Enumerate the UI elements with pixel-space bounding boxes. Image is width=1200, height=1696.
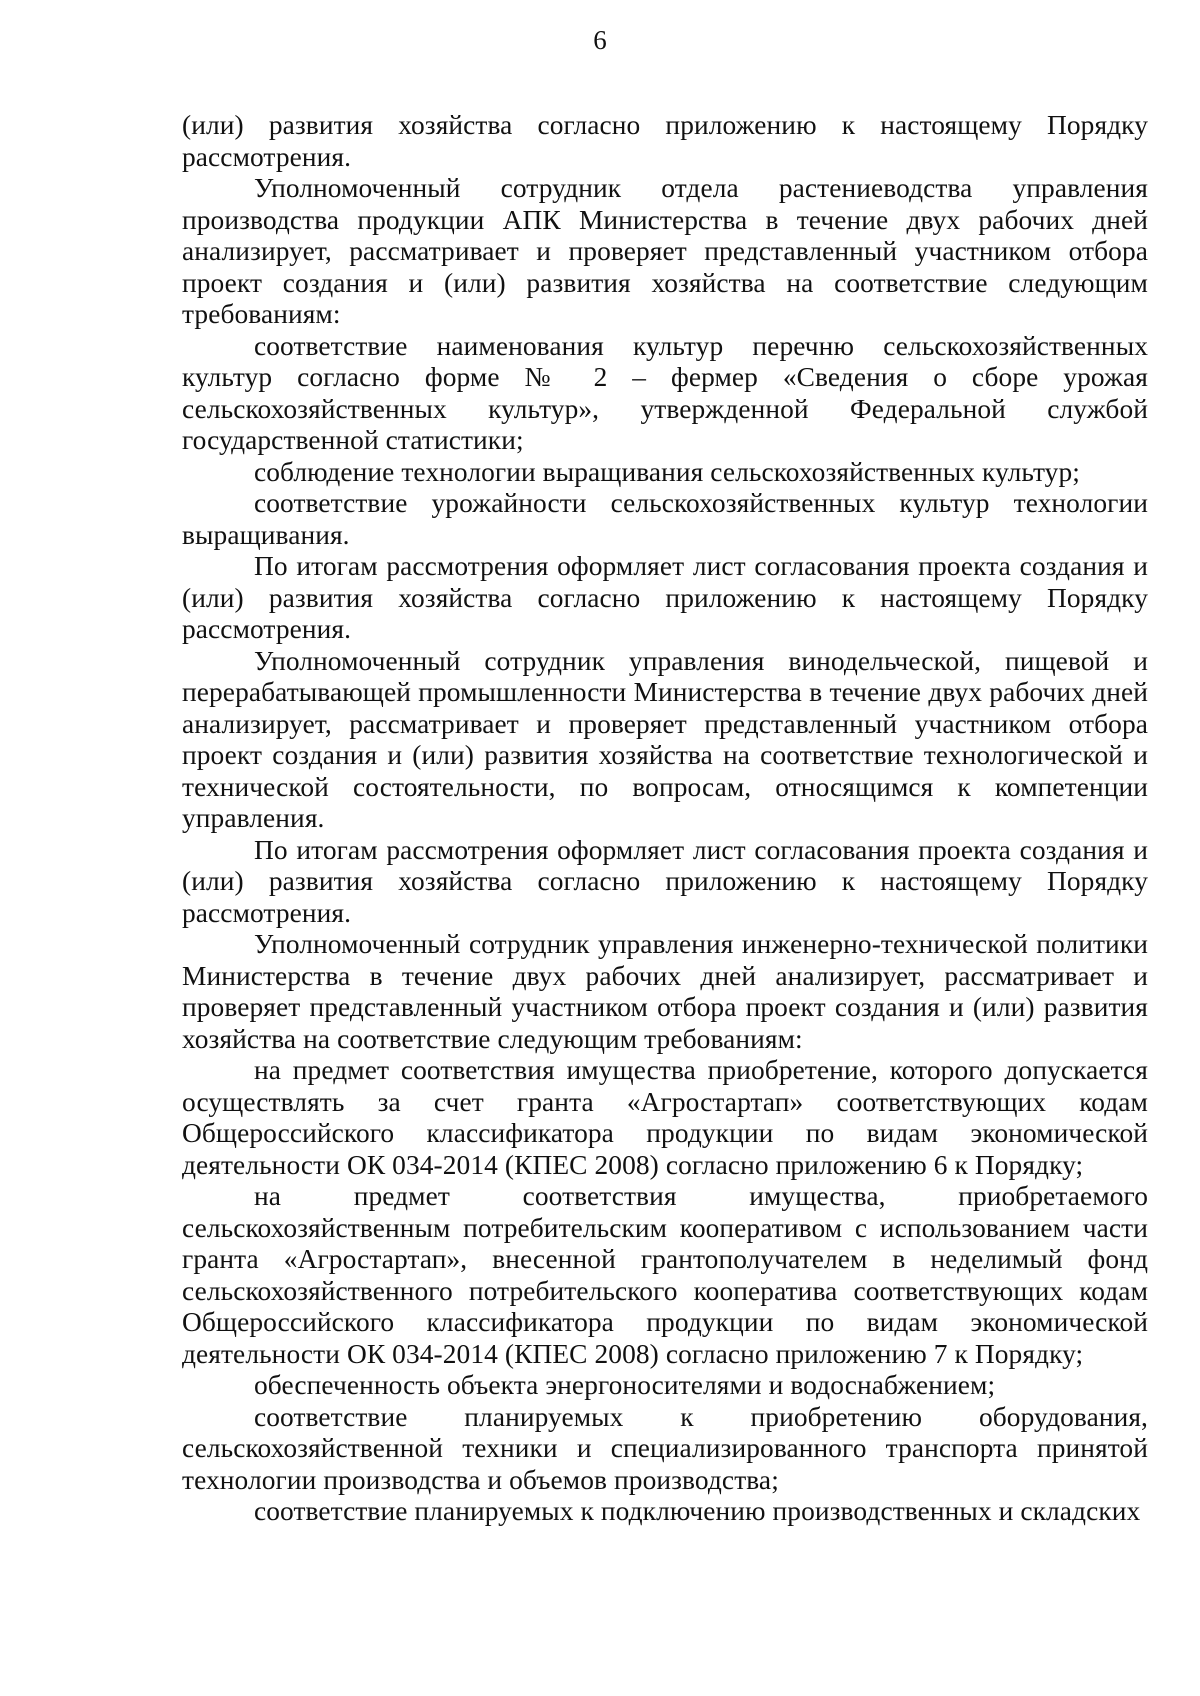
list-item: соблюдение технологии выращивания сельскохозяйственных культур; (254, 456, 1080, 487)
paragraph: Уполномоченный сотрудник управления винодельческой, пищевой и перерабатывающей промышленности Министерства в течение двух рабочих дней анализирует, рассматривает и проверяет представленный участником отбора проект создания и (или) развития хозяйства на соответствие технологической и технической состоятельности, по вопросам, относящимся к компетенции управления. (182, 645, 1148, 833)
paragraph: (или) развития хозяйства согласно приложению к настоящему Порядку рассмотрения. (182, 110, 1148, 172)
list-item: на предмет соответствия имущества, приобретаемого сельскохозяйственным потребительским кооперативом с использованием части гранта «Агростартап», внесенной грантополучателем в неделимый фонд сельскохозяйственного потребительского кооператива соответствующих кодам Общероссийского классификатора продукции по видам экономической деятельности ОК 034-2014 (КПЕС 2008) согласно приложению 7 к Порядку; (182, 1181, 1148, 1369)
list-item: соответствие планируемых к приобретению оборудования, сельскохозяйственной техники и специализированного транспорта принятой технологии производства и объемов производства; (182, 1401, 1148, 1495)
list-item: соответствие планируемых к подключению производственных и складских (254, 1496, 1141, 1526)
list-item: на предмет соответствия имущества приобретение, которого допускается осуществлять за счет гранта «Агростартап» соответствующих кодам Общероссийского классификатора продукции по видам экономической деятельности ОК 034-2014 (КПЕС 2008) согласно приложению 6 к Порядку; (182, 1055, 1148, 1180)
paragraph: Уполномоченный сотрудник управления инженерно-технической политики Министерства в течение двух рабочих дней анализирует, рассматривает и проверяет представленный участником отбора проект создания и (или) развития хозяйства на соответствие следующим требованиям: (182, 929, 1148, 1054)
list-item: соответствие наименования культур перечню сельскохозяйственных культур согласно форме № 2 – фермер «Сведения о сборе урожая сельскохозяйственных культур», утвержденной Федеральной службой государственной статистики; (182, 330, 1148, 455)
document-body (182, 110, 1148, 1528)
paragraph: Уполномоченный сотрудник отдела растениеводства управления производства продукции АПК Министерства в течение двух рабочих дней анализирует, рассматривает и проверяет представленный участником отбора проект создания и (или) развития хозяйства на соответствие следующим требованиям: (182, 173, 1148, 329)
page-number: 6 (593, 25, 607, 55)
list-item: обеспеченность объекта энергоносителями и водоснабжением; (254, 1370, 996, 1400)
paragraph: По итогам рассмотрения оформляет лист согласования проекта создания и (или) развития хозяйства согласно приложению к настоящему Порядку рассмотрения. (182, 834, 1148, 928)
list-item: соответствие урожайности сельскохозяйственных культур технологии выращивания. (182, 488, 1148, 550)
paragraph: По итогам рассмотрения оформляет лист согласования проекта создания и (или) развития хозяйства согласно приложению к настоящему Порядку рассмотрения. (182, 551, 1148, 644)
